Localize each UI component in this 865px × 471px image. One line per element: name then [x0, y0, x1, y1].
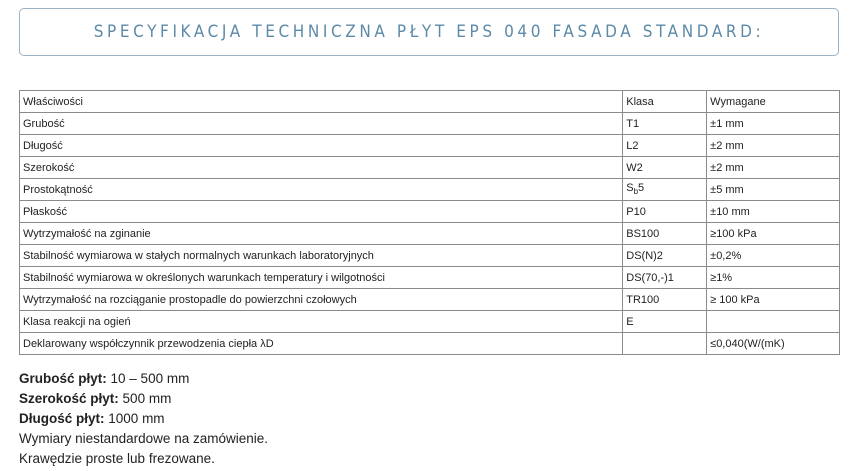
info-block — [19, 369, 268, 469]
cell-property: Płaskość — [20, 201, 623, 223]
length-label: Długość płyt: — [19, 411, 105, 426]
table-row — [20, 311, 840, 333]
cell-required: ≤0,040(W/(mK) — [707, 333, 840, 355]
cell-property: Długość — [20, 135, 623, 157]
cell-class: TR100 — [623, 289, 707, 311]
cell-class: E — [623, 311, 707, 333]
cell-property: Wytrzymałość na rozciąganie prostopadle do powierzchni czołowych — [20, 289, 623, 311]
table-row — [20, 333, 840, 355]
cell-class: DS(70,-)1 — [623, 267, 707, 289]
cell-class: L2 — [623, 135, 707, 157]
thickness-line — [19, 369, 268, 389]
width-label: Szerokość płyt: — [19, 391, 119, 406]
cell-property: Deklarowany współczynnik przewodzenia ciepła λD — [20, 333, 623, 355]
table-row — [20, 223, 840, 245]
cell-required: ±5 mm — [707, 179, 840, 201]
cell-required — [707, 311, 840, 333]
table-row — [20, 157, 840, 179]
cell-required: ±10 mm — [707, 201, 840, 223]
cell-required: ≥100 kPa — [707, 223, 840, 245]
spec-table — [19, 90, 840, 355]
table-row — [20, 113, 840, 135]
table-row — [20, 267, 840, 289]
cell-required: ≥ 100 kPa — [707, 289, 840, 311]
note-edges: Krawędzie proste lub frezowane. — [19, 451, 215, 466]
cell-class: W2 — [623, 157, 707, 179]
page-title: SPECYFIKACJA TECHNICZNA PŁYT EPS 040 FASADA STANDARD: — [93, 22, 765, 42]
cell-class: DS(N)2 — [623, 245, 707, 267]
table-row — [20, 179, 840, 201]
cell-class: P10 — [623, 201, 707, 223]
cell-required: ±0,2% — [707, 245, 840, 267]
cell-class: BS100 — [623, 223, 707, 245]
cell-property: Grubość — [20, 113, 623, 135]
header-cell-property: Właściwości — [20, 91, 623, 113]
cell-property: Klasa reakcji na ogień — [20, 311, 623, 333]
width-value: 500 mm — [122, 391, 172, 406]
cell-required: ≥1% — [707, 267, 840, 289]
cell-property: Szerokość — [20, 157, 623, 179]
table-row — [20, 289, 840, 311]
table-row — [20, 135, 840, 157]
cell-required: ±2 mm — [707, 135, 840, 157]
table-row — [20, 201, 840, 223]
cell-class: T1 — [623, 113, 707, 135]
header-cell-required: Wymagane — [707, 91, 840, 113]
table-row — [20, 245, 840, 267]
table-header-row — [20, 91, 840, 113]
cell-class — [623, 333, 707, 355]
cell-property: Prostokątność — [20, 179, 623, 201]
thickness-value: 10 – 500 mm — [110, 371, 190, 386]
cell-required: ±2 mm — [707, 157, 840, 179]
title-box — [19, 8, 839, 56]
cell-required: ±1 mm — [707, 113, 840, 135]
cell-property: Stabilność wymiarowa w określonych warunkach temperatury i wilgotności — [20, 267, 623, 289]
thickness-label: Grubość płyt: — [19, 371, 107, 386]
length-value: 1000 mm — [108, 411, 165, 426]
cell-class: $S_b5$ — [623, 179, 707, 201]
cell-property: Stabilność wymiarowa w stałych normalnych warunkach laboratoryjnych — [20, 245, 623, 267]
width-line — [19, 389, 268, 409]
note-custom-sizes: Wymiary niestandardowe na zamówienie. — [19, 431, 268, 446]
cell-property: Wytrzymałość na zginanie — [20, 223, 623, 245]
header-cell-class: Klasa — [623, 91, 707, 113]
length-line — [19, 409, 268, 429]
